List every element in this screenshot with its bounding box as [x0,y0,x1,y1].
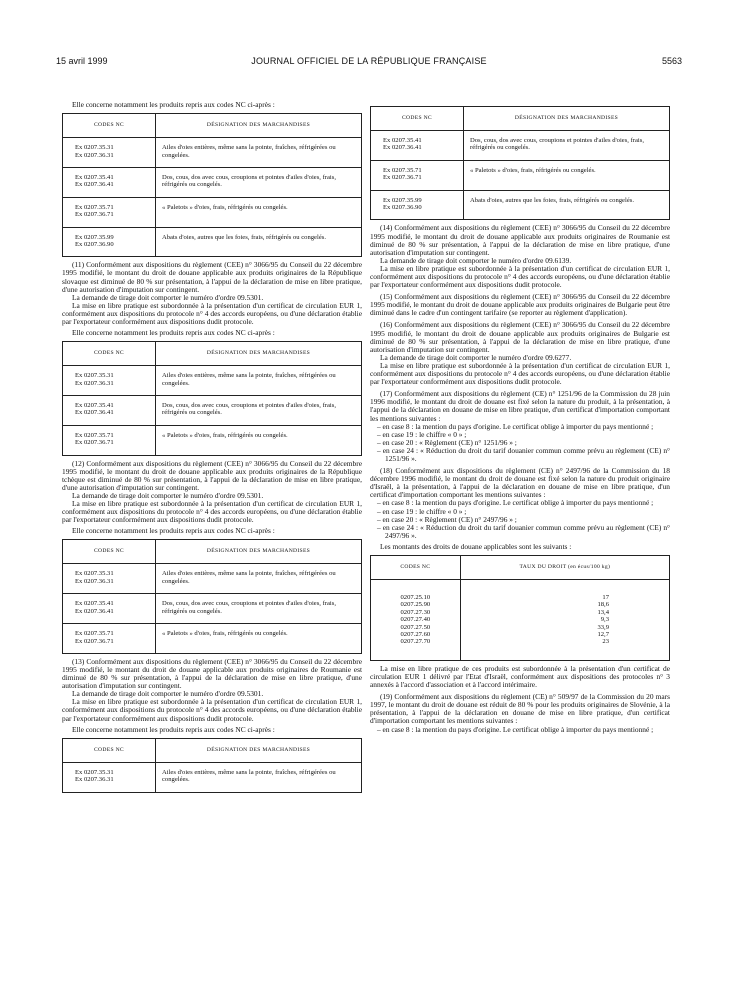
paragraph-12-certificate: La mise en libre pratique est subordonnée à la présentation d'un certificat de circulation EUR 1, conformément aux dispositions du protocole n° 4 des accords européens, ou d'une déclaration établie par l'exportateur conformément aux dispositions dudit protocole. [62,499,362,525]
column-header: DÉSIGNATION DES MARCHANDISES [464,107,670,131]
nc-code-cell [63,167,156,197]
table-row [63,167,362,197]
paragraph-12-order: La demande de tirage doit comporter le numéro d'ordre 09.5301. [72,491,264,500]
nc-code-cell [63,227,156,257]
table-row [63,396,362,426]
list-item: – en case 8 : la mention du pays d'origine. Le certificat oblige à importer du pays mentionné ; [377,498,654,508]
nc-code: Ex 0207.35.41 [75,600,114,608]
table-row [63,197,362,227]
list-item: – en case 19 : le chiffre « 0 » ; [377,429,467,439]
table-row [63,425,362,455]
nc-code: Ex 0207.35.41 [75,402,114,409]
rate-code: 0207.27.40 [400,616,431,624]
nc-code: Ex 0207.35.31 [75,570,114,578]
intro-text: Elle concerne notamment les produits repris aux codes NC ci-après : [72,328,275,338]
rate-value: 18,6 [597,601,609,609]
nc-code-cell [371,160,464,190]
goods-table [62,738,362,793]
column-header: TAUX DU DROIT (en écus/100 kg) [460,556,669,580]
rate-code: 0207.27.50 [400,623,431,631]
table-row [371,131,670,161]
column-header: DÉSIGNATION DES MARCHANDISES [156,114,362,138]
designation-cell: Abats d'oies, autres que les foies, frais, réfrigérés ou congelés. [464,190,670,220]
paragraph-17: (17) Conformément aux dispositions du règlement (CE) n° 1251/96 de la Commission du 28 juin 1996 modifié, le montant du droit de douane est fixé selon la nature du produit, à la présentation, à l'appui de la déclaration en douane de mise en libre pratique, d'un certificat d'importation comportant les mentions suivantes : [370,389,670,423]
nc-code: Ex 0207.35.71 [75,431,114,439]
nc-code: Ex 0207.35.31 [75,144,114,152]
paragraph-11-order: La demande de tirage doit comporter le numéro d'ordre 09.5301. [72,292,264,302]
nc-code: Ex 0207.35.41 [75,173,114,181]
nc-code-cell [63,396,156,426]
list-item: – en case 8 : la mention du pays d'origine. Le certificat oblige à importer du pays mentionné ; [377,421,654,431]
designation-cell: « Paletots » d'oies, frais, réfrigérés ou congelés. [464,160,670,190]
rate-value: 9,3 [600,616,609,624]
goods-table [62,113,362,257]
designation-cell: « Paletots » d'oies, frais, réfrigérés ou congelés. [156,197,362,227]
paragraph-14: (14) Conformément aux dispositions du règlement (CEE) n° 3066/95 du Conseil du 22 décembre 1995 modifié, le montant du droit de douane applicable aux produits originaires de Roumanie est diminué de 80 % sur présentation, à l'appui de la déclaration de mise en libre pratique, d'une autorisation d'imputation sur contingent. [370,223,670,257]
paragraph-13-certificate: La mise en libre pratique est subordonnée à la présentation d'un certificat de circulation EUR 1, conformément aux dispositions du protocole n° 4 des accords européens, ou d'une déclaration établie par l'exportateur conformément aux dispositions dudit protocole. [62,697,362,723]
list-item: – en case 19 : le chiffre « 0 » ; [377,506,467,516]
nc-code: Ex 0207.36.41 [75,409,114,417]
list-item: – en case 24 : « Réduction du droit du tarif douanier commun comme prévu au règlement (CE) n° 1251/96 ». [377,445,670,463]
designation-cell: « Paletots » d'oies, frais, réfrigérés ou congelés. [156,624,362,654]
nc-code-cell [371,131,464,161]
paragraph-19: (19) Conformément aux dispositions du règlement (CE) n° 509/97 de la Commission du 20 mars 1997, le montant du droit de douane est réduit de 80 % pour les produits originaires de Slovénie, à la présentation, à l'appui de la déclaration en douane de mise en libre pratique, d'un certificat d'importation comportant les mentions suivantes : [370,692,670,726]
rate-code: 0207.27.30 [400,608,431,616]
nc-code-cell [63,425,156,455]
designation-cell: Ailes d'oies entières, même sans la pointe, fraîches, réfrigérées ou congelées. [156,366,362,396]
designation-cell: « Paletots » d'oies, frais, réfrigérés ou congelés. [156,425,362,455]
designation-cell: Dos, cous, dos avec cous, croupions et pointes d'ailes d'oies, frais, réfrigérés ou congelés. [464,131,670,161]
designation-cell: Dos, cous, dos avec cous, croupions et pointes d'ailes d'oies, frais, réfrigérés ou congelés. [156,167,362,197]
duty-rates-table [370,555,670,661]
goods-table [62,539,362,653]
rate-value: 23 [602,638,609,646]
goods-table [62,341,362,455]
intro-text: Elle concerne notamment les produits repris aux codes NC ci-après : [72,724,275,734]
goods-table [370,106,670,220]
paragraph-16-order: La demande de tirage doit comporter le numéro d'ordre 09.6277. [380,352,572,362]
nc-code-cell [63,138,156,168]
list-item: – en case 20 : « Règlement (CE) n° 1251/96 » ; [377,437,517,447]
paragraph-12: (12) Conformément aux dispositions du règlement (CEE) n° 3066/95 du Conseil du 22 décembre 1995 modifié, le montant du droit de douane applicable aux produits originaires de la République tchèque est diminué de 80 % sur présentation, à l'appui de la déclaration de mise en libre pratique, d'une autorisation d'imputation sur contingent. [62,458,362,492]
rate-value: 12,7 [597,631,609,639]
designation-cell: Abats d'oies, autres que les foies, frais, réfrigérés ou congelés. [156,227,362,257]
rate-code: 0207.27.60 [400,631,431,639]
designation-cell: Dos, cous, dos avec cous, croupions et pointes d'ailes d'oies, frais, réfrigérés ou congelés. [156,396,362,426]
paragraph-11-certificate: La mise en libre pratique est subordonnée à la présentation d'un certificat de circulation EUR 1, conformément aux dispositions du protocole n° 4 des accords européens, ou d'une déclaration établie par l'exportateur conformément aux dispositions dudit protocole. [62,300,362,326]
table-row [63,138,362,168]
nc-code-cell [63,197,156,227]
rate-values [460,580,669,661]
column-header: CODES NC [371,107,464,131]
rate-value: 33,9 [597,623,609,631]
paragraph-14-certificate: La mise en libre pratique est subordonnée à la présentation d'un certificat de circulation EUR 1, conformément aux dispositions du protocole n° 4 des accords européens, ou d'une déclaration établie par l'exportateur conformément aux dispositions dudit protocole. [370,263,670,290]
nc-code: Ex 0207.35.71 [383,166,422,174]
paragraph-16: (16) Conformément aux dispositions du règlement (CEE) n° 3066/95 du Conseil du 22 décembre 1995 modifié, le montant du droit de douane applicable aux produits originaires de Bulgarie est diminué de 80 % sur présentation, à l'appui de la déclaration de mise en libre pratique, d'une autorisation d'imputation sur contingent. [370,320,670,354]
rate-code: 0207.25.10 [400,594,431,601]
nc-code: Ex 0207.35.41 [383,137,422,144]
nc-code: Ex 0207.36.41 [75,607,114,615]
list-item: – en case 20 : « Règlement (CE) n° 2497/96 » ; [377,514,517,524]
paragraph-14-order: La demande de tirage doit comporter le numéro d'ordre 09.6139. [380,255,572,265]
nc-code: Ex 0207.36.90 [75,240,114,248]
table-row [63,594,362,624]
rate-value: 17 [602,594,609,601]
designation-cell: Ailes d'oies entières, même sans la pointe, fraîches, réfrigérées ou congelées. [156,138,362,168]
column-header: CODES NC [63,114,156,138]
page-header [56,56,682,70]
nc-code: Ex 0207.36.41 [75,181,114,189]
right-column [370,98,670,734]
nc-code: Ex 0207.36.71 [383,174,422,182]
nc-code: Ex 0207.36.71 [75,439,114,447]
nc-code-cell [63,624,156,654]
table-row [63,366,362,396]
nc-code: Ex 0207.35.99 [383,196,422,204]
table-row [63,564,362,594]
rate-code: 0207.27.70 [400,638,431,646]
paragraph-16-certificate: La mise en libre pratique est subordonnée à la présentation d'un certificat de circulation EUR 1, conformément aux dispositions du protocole n° 4 des accords européens, ou d'une déclaration établie par l'exportateur conformément aux dispositions dudit protocole. [370,360,670,387]
nc-code: Ex 0207.36.31 [75,577,114,585]
column-header: CODES NC [63,540,156,564]
header-page-number: 5563 [661,56,682,66]
nc-code: Ex 0207.36.71 [75,637,114,645]
header-journal-title: JOURNAL OFFICIEL DE LA RÉPUBLIQUE FRANÇAISE [251,56,487,66]
table-row [63,762,362,792]
paragraph-13: (13) Conformément aux dispositions du règlement (CEE) n° 3066/95 du Conseil du 22 décembre 1995 modifié, le montant du droit de douane applicable aux produits originaires de Roumanie est diminué de 80 % sur présentation, à l'appui de la déclaration de mise en libre pratique, d'une autorisation d'imputation sur contingent. [62,656,362,691]
left-column [62,98,362,797]
table-row [371,160,670,190]
column-header: DÉSIGNATION DES MARCHANDISES [156,738,362,762]
intro-text: Elle concerne notamment les produits repris aux codes NC ci-après : [72,100,275,109]
header-date: 15 avril 1999 [56,56,108,66]
paragraph-13-order: La demande de tirage doit comporter le numéro d'ordre 09.5301. [72,689,264,699]
nc-code: Ex 0207.35.71 [75,630,114,638]
rate-code: 0207.25.90 [400,601,431,609]
nc-code: Ex 0207.36.41 [383,144,422,152]
nc-code-cell [63,564,156,594]
nc-code: Ex 0207.36.31 [75,776,114,784]
designation-cell: Ailes d'oies entières, même sans la pointe, fraîches, réfrigérées ou congelées. [156,564,362,594]
table-row [371,190,670,220]
rate-value: 13,4 [597,608,609,616]
column-header: CODES NC [371,556,461,580]
nc-code-cell [63,366,156,396]
column-header: DÉSIGNATION DES MARCHANDISES [156,342,362,366]
nc-code: Ex 0207.36.31 [75,151,114,159]
nc-code: Ex 0207.36.71 [75,211,114,219]
list-item: – en case 24 : « Réduction du droit du tarif douanier commun comme prévu au règlement (CE) n° 2497/96 ». [377,522,670,540]
nc-code: Ex 0207.35.31 [75,768,114,776]
nc-code: Ex 0207.35.31 [75,372,114,380]
paragraph-11: (11) Conformément aux dispositions du règlement (CEE) n° 3066/95 du Conseil du 22 décembre 1995 modifié, le montant du droit de douane applicable aux produits originaires de la République slovaque est diminué de 80 % sur présentation, à l'appui de la déclaration de mise en libre pratique, d'une autorisation d'imputation sur contingent. [62,260,362,294]
column-header: CODES NC [63,738,156,762]
nc-code: Ex 0207.35.71 [75,203,114,211]
nc-code: Ex 0207.36.31 [75,379,114,387]
nc-code-cell [63,762,156,792]
list-item: – en case 8 : la mention du pays d'origine. Le certificat oblige à importer du pays mentionné ; [377,724,654,734]
table-row [63,227,362,257]
paragraph-15: (15) Conformément aux dispositions du règlement (CEE) n° 3066/95 du Conseil du 22 décembre 1995 modifié, le montant du droit de douane applicable aux produits originaires de Bulgarie peut être diminué dans le cadre d'un contingent tarifaire (se reporter au règlement d'application). [370,292,670,318]
paragraph-israel-certificate: La mise en libre pratique de ces produits est subordonnée à la présentation d'un certificat de circulation EUR 1 délivré par l'Etat d'Israël, conformément aux dispositions des protocoles n° 3 annexés à l'accord d'association et à l'accord intérimaire. [370,663,670,690]
designation-cell: Dos, cous, dos avec cous, croupions et pointes d'ailes d'oies, frais, réfrigérés ou congelés. [156,594,362,624]
intro-text: Les montants des droits de douane applicables sont les suivants : [380,541,572,551]
intro-text: Elle concerne notamment les produits repris aux codes NC ci-après : [72,526,275,536]
rate-codes [371,580,461,661]
designation-cell: Ailes d'oies entières, même sans la pointe, fraîches, réfrigérées ou congelées. [156,762,362,792]
nc-code-cell [63,594,156,624]
nc-code: Ex 0207.35.99 [75,233,114,241]
nc-code: Ex 0207.36.90 [383,204,422,212]
paragraph-18: (18) Conformément aux dispositions du règlement (CE) n° 2497/96 de la Commission du 18 décembre 1996 modifié, le montant du droit de douane est fixé selon la nature du produit originaire d'Israël, à la présentation, à l'appui de la déclaration en douane de mise en libre pratique, d'un certificat d'importation comportant les mentions suivantes : [370,466,670,500]
column-header: CODES NC [63,342,156,366]
table-row [63,624,362,654]
nc-code-cell [371,190,464,220]
column-header: DÉSIGNATION DES MARCHANDISES [156,540,362,564]
